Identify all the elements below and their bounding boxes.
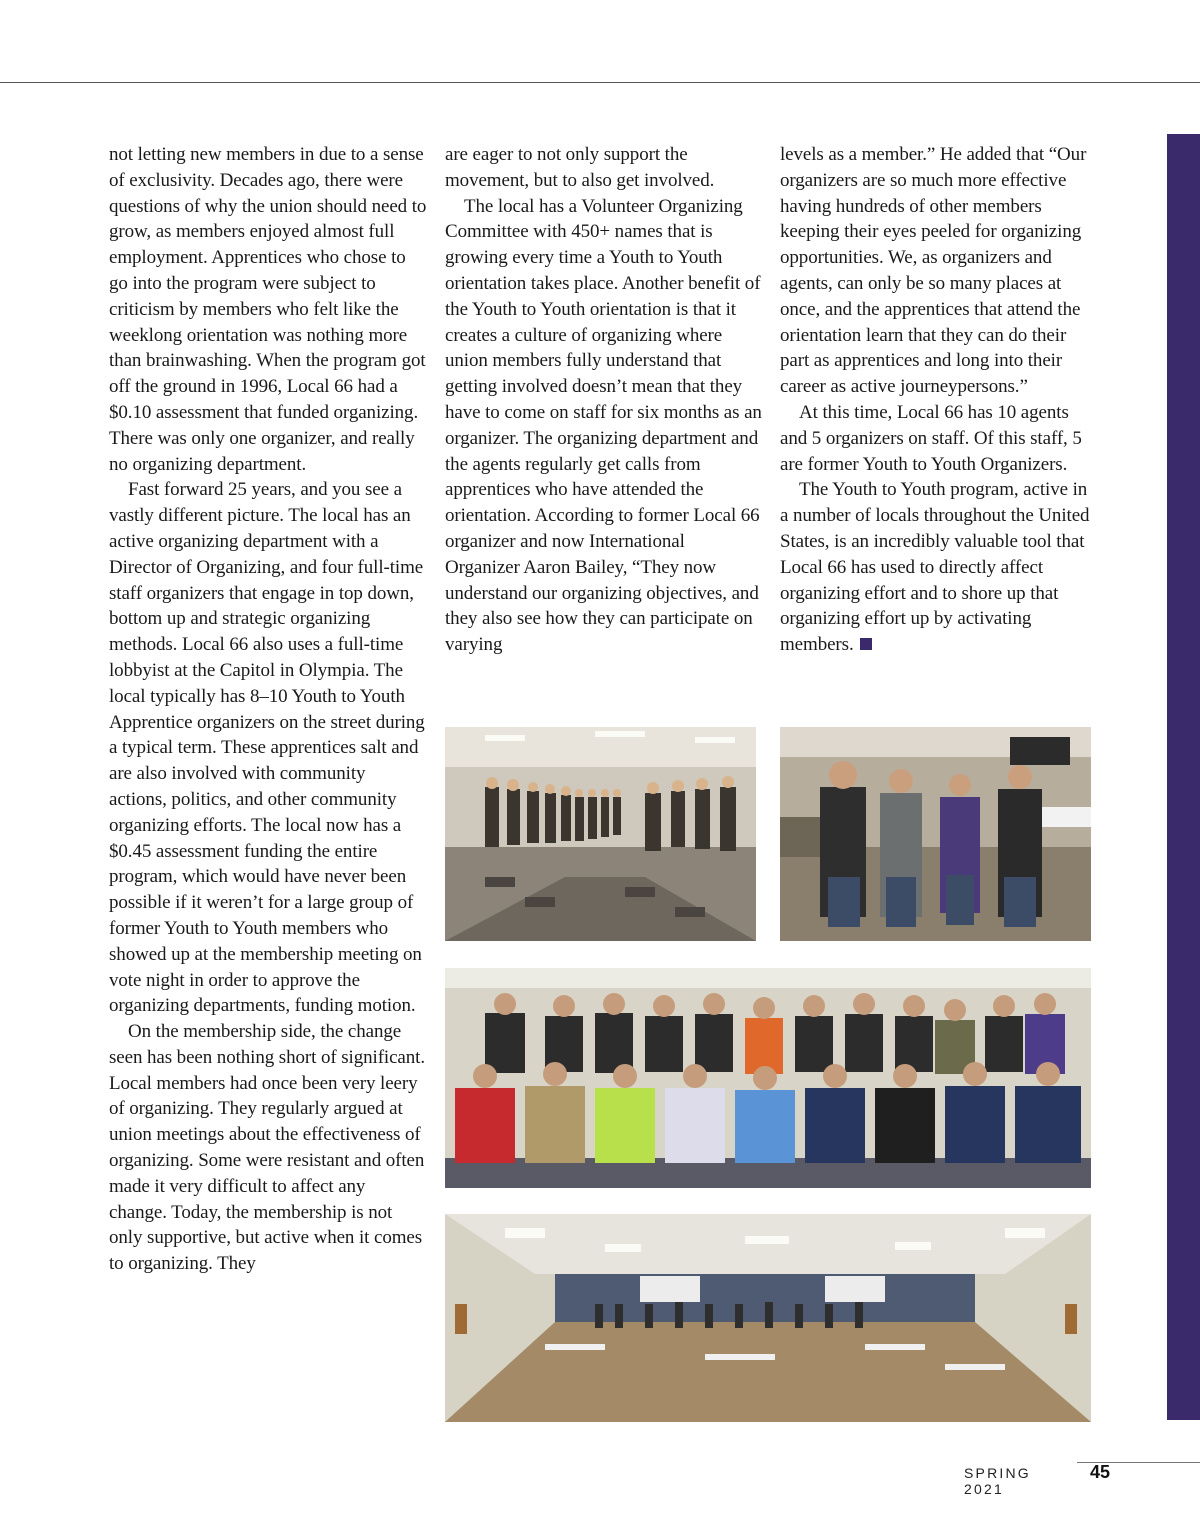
photo-meeting-hall-panorama-image [445, 1214, 1091, 1422]
paragraph-text: The Youth to Youth program, active in a number of locals throughout the United States, is an incredibly valuable tool that Local 66 has used to directly affect organizing effort and to shore up that organizing effort up by activating members. [780, 479, 1090, 656]
photo-line-of-people-image [445, 727, 756, 941]
top-rule [0, 82, 1200, 83]
photo-four-men-image [780, 727, 1091, 941]
paragraph: The local has a Volunteer Organizing Committee with 450+ names that is growing every time a Youth to Youth orientation takes place. Another benefit of the Youth to Youth orientation is that it creates a culture of organizing where union members fully understand that getting involved doesn’t mean that they have to come on staff for six months as an organizer. The organizing department and the agents regularly get calls from apprentices who have attended the orientation. According to former Local 66 organizer and now International Organizer Aaron Bailey, “They now understand our organizing objectives, and they also see how they can participate on varying [445, 195, 762, 656]
photo-line-of-people [445, 727, 756, 941]
photo-group [445, 968, 1091, 1188]
paragraph: not letting new members in due to a sense of exclusivity. Decades ago, there were questions of why the union should need to grow, as members enjoyed almost full employment. Apprentices who chose to go into the program were subject to criticism by members who felt like the weeklong orientation was nothing more than brainwashing. When the program got off the ground in 1996, Local 66 had a $0.10 assessment that funded organizing. There was only one organizer, and really no organizing department. [109, 144, 427, 475]
photo-four-men [780, 727, 1091, 941]
paragraph [780, 477, 1098, 658]
paragraph: levels as a member.” He added that “Our organizers are so much more effective having hundreds of other members keeping their eyes peeled for organizing opportunities. We, as organizers and agents, can only be so many places at once, and the apprentices that attend the orientation learn that they can do their part as apprentices and long into their career as active journeypersons.” [780, 144, 1087, 398]
article-column-1 [109, 142, 427, 1277]
article-column-3 [780, 142, 1098, 658]
section-color-bar [1167, 134, 1200, 1420]
end-of-article-mark [860, 638, 872, 650]
paragraph: At this time, Local 66 has 10 agents and 5 organizers on staff. Of this staff, 5 are former Youth to Youth Organizers. [780, 401, 1082, 475]
paragraph: Fast forward 25 years, and you see a vastly different picture. The local has an active organizing department with a Director of Organizing, and four full-time staff organizers that engage in top down, bottom up and strategic organizing methods. Local 66 also uses a full-time lobbyist at the Capitol in Olympia. The local typically has 8–10 Youth to Youth Apprentice organizers on the street during a typical term. These apprentices salt and are also involved with community actions, politics, and other community organizing efforts. The local now has a $0.45 assessment funding the entire program, which would have never been possible if it weren’t for a large group of former Youth to Youth members who showed up at the membership meeting on vote night in order to approve the organizing departments, funding motion. [109, 479, 425, 1017]
issue-label: SPRING 2021 [964, 1465, 1031, 1497]
photo-meeting-hall-panorama [445, 1214, 1091, 1422]
article-column-2 [445, 142, 763, 658]
page-number: 45 [1090, 1462, 1111, 1482]
paragraph: On the membership side, the change seen has been nothing short of significant. Local members had once been very leery of organizing. They regularly argued at union meetings about the effectiveness of organizing. Some were resistant and often made it very difficult to affect any change. Today, the membership is not only supportive, but active when it comes to organizing. They [109, 1021, 425, 1275]
photo-group-image [445, 968, 1091, 1188]
paragraph: are eager to not only support the movement, but to also get involved. [445, 144, 715, 191]
